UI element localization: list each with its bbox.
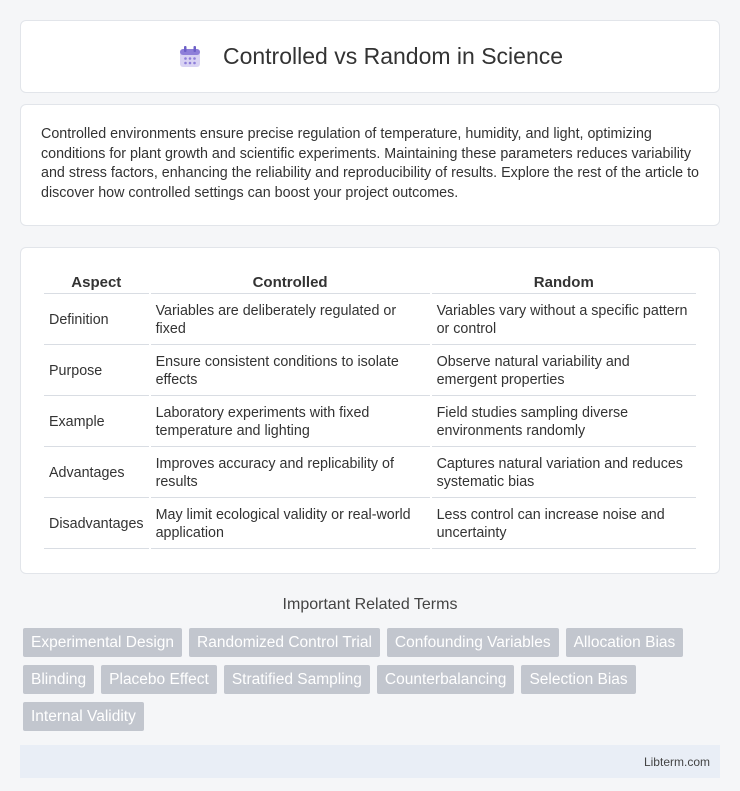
table-row (44, 449, 696, 498)
term-tag[interactable]: Internal Validity (23, 702, 144, 731)
table-header-row (44, 270, 696, 294)
term-tag[interactable]: Randomized Control Trial (189, 628, 380, 657)
controlled-cell: Improves accuracy and replicability of results (151, 449, 430, 498)
aspect-cell: Advantages (44, 449, 149, 498)
table-row (44, 296, 696, 345)
table-row (44, 347, 696, 396)
table-row (44, 398, 696, 447)
footer-site-link[interactable]: Libterm.com (643, 754, 710, 769)
term-tag[interactable]: Allocation Bias (566, 628, 684, 657)
aspect-cell: Disadvantages (44, 500, 149, 549)
header-aspect: Aspect (44, 270, 149, 294)
term-tag[interactable]: Stratified Sampling (224, 665, 370, 694)
term-tag[interactable]: Counterbalancing (377, 665, 515, 694)
comparison-table (42, 268, 698, 551)
random-cell: Captures natural variation and reduces systematic bias (432, 449, 696, 498)
controlled-cell: Variables are deliberately regulated or fixed (151, 296, 430, 345)
random-cell: Field studies sampling diverse environments randomly (432, 398, 696, 447)
term-tag[interactable]: Experimental Design (23, 628, 182, 657)
term-tag[interactable]: Blinding (23, 665, 94, 694)
aspect-cell: Definition (44, 296, 149, 345)
controlled-cell: May limit ecological validity or real-world application (151, 500, 430, 549)
controlled-cell: Laboratory experiments with fixed temperature and lighting (151, 398, 430, 447)
controlled-cell: Ensure consistent conditions to isolate effects (151, 347, 430, 396)
aspect-cell: Example (44, 398, 149, 447)
aspect-cell: Purpose (44, 347, 149, 396)
comparison-table-card (20, 247, 720, 574)
intro-text: Controlled environments ensure precise regulation of temperature, humidity, and light, optimizing conditions for plant growth and scientific experiments. Maintaining these parameters reduces variability and stress factors, enhancing the reliability and reproducibility of results. Explore the rest of the article to discover how controlled settings can boost your project outcomes. (41, 126, 699, 201)
intro-card (20, 104, 720, 226)
page-title: Controlled vs Random in Science (222, 43, 564, 69)
term-tag[interactable]: Confounding Variables (387, 628, 559, 657)
calendar-icon (177, 44, 203, 70)
header-controlled: Controlled (151, 270, 430, 294)
title-card (20, 20, 720, 93)
table-row (44, 500, 696, 549)
related-terms-title: Important Related Terms (282, 596, 458, 613)
related-terms-list (20, 628, 720, 731)
random-cell: Less control can increase noise and uncertainty (432, 500, 696, 549)
term-tag[interactable]: Placebo Effect (101, 665, 217, 694)
footer (20, 745, 720, 778)
term-tag[interactable]: Selection Bias (521, 665, 635, 694)
header-random: Random (432, 270, 696, 294)
random-cell: Observe natural variability and emergent properties (432, 347, 696, 396)
random-cell: Variables vary without a specific pattern or control (432, 296, 696, 345)
